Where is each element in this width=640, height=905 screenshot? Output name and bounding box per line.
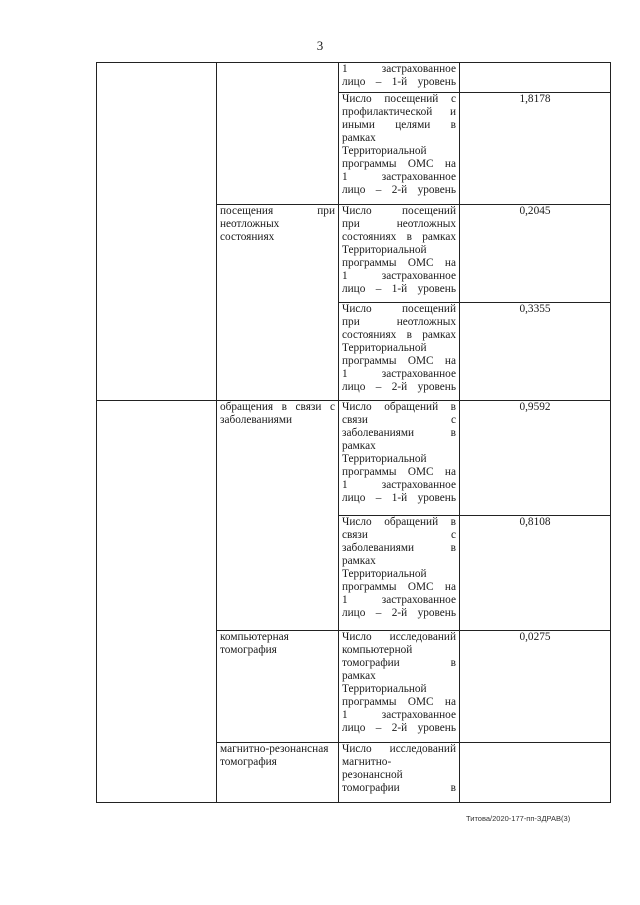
indicator-text: Число посещений при неотложных состояниях в рамках Территориальной программы ОМС на 1 застрахованное лицо – 1-й уровень: [342, 205, 456, 295]
value-cell: 1,8178: [460, 93, 611, 205]
value-cell: 0,2045: [460, 205, 611, 303]
page-number: 3: [316, 38, 324, 53]
indicator-text: Число исследований компьютерной томографии в рамках Территориальной программы ОМС на 1 застрахованное лицо – 2-й уровень: [342, 631, 456, 734]
category-cell: обращения в связи с заболеваниями: [217, 401, 339, 631]
indicator-text: Число посещений с профилактической и иными целями в рамках Территориальной программы ОМС на 1 застрахованное лицо – 2-й уровень: [342, 93, 456, 196]
category-cell: посещения при неотложных состояниях: [217, 205, 339, 401]
document-footer: Титова/2020-177-пп-ЗДРАВ(3): [466, 814, 571, 823]
section-cell: [97, 63, 217, 401]
category-cell: [217, 63, 339, 205]
value-cell: 0,9592: [460, 401, 611, 516]
indicator-cell: [339, 743, 460, 803]
value-cell: [460, 743, 611, 803]
value-cell: 0,8108: [460, 516, 611, 631]
category-cell: магнитно-резонансная томография: [217, 743, 339, 803]
indicator-cell: [339, 401, 460, 516]
table-row: [97, 63, 611, 93]
value-cell: [460, 63, 611, 93]
indicator-text: Число исследований магнитно- резонансной томографии в: [342, 743, 456, 794]
section-cell: [97, 401, 217, 803]
value-cell: 0,0275: [460, 631, 611, 743]
indicator-text: 1 застрахованное лицо – 1-й уровень: [342, 63, 456, 88]
value-cell: 0,3355: [460, 303, 611, 401]
indicator-cell: [339, 631, 460, 743]
indicator-cell: [339, 205, 460, 303]
indicator-cell: [339, 63, 460, 93]
indicators-table: [96, 62, 611, 803]
indicator-cell: [339, 303, 460, 401]
indicator-text: Число обращений в связи с заболеваниями в рамках Территориальной программы ОМС на 1 застрахованное лицо – 1-й уровень: [342, 401, 456, 504]
category-cell: компьютерная томография: [217, 631, 339, 743]
indicator-cell: [339, 93, 460, 205]
indicator-cell: [339, 516, 460, 631]
table-row: [97, 401, 611, 516]
indicator-text: Число обращений в связи с заболеваниями в рамках Территориальной программы ОМС на 1 застрахованное лицо – 2-й уровень: [342, 516, 456, 619]
indicator-text: Число посещений при неотложных состояниях в рамках Территориальной программы ОМС на 1 застрахованное лицо – 2-й уровень: [342, 303, 456, 393]
